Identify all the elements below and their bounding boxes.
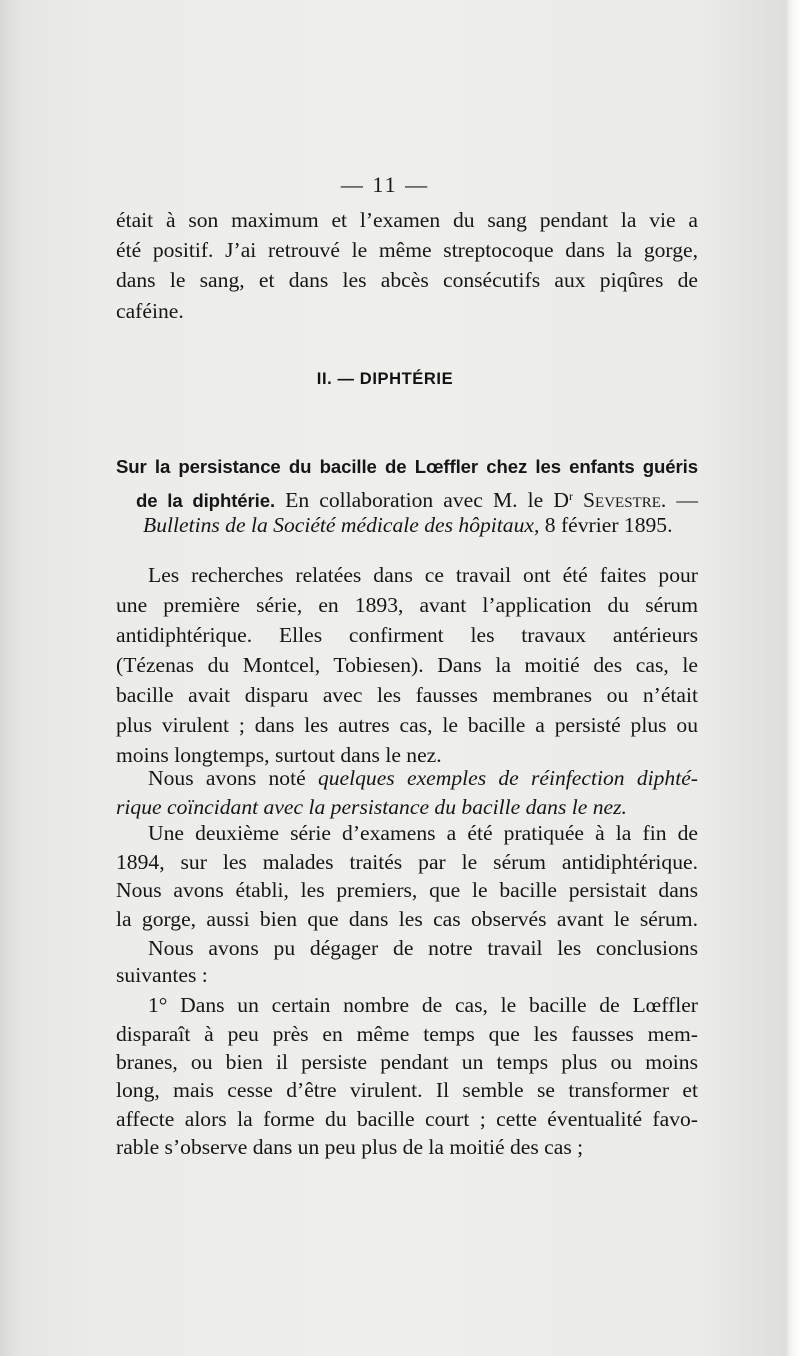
intro-line-3: dans le sang, et dans les abcès consécutifs aux piqûres de [116,268,698,292]
reference-date: 8 février 1895. [539,513,673,537]
page-number: — 11 — [340,172,430,197]
paragraph-3-line-4: la gorge, aussi bien que dans les cas observés avant le sérum. [116,907,698,931]
reference-title-line-1: Sur la persistance du bacille de Lœffler chez les enfants guéris [116,456,698,477]
paragraph-4-line-2: suivantes : [116,963,208,987]
paragraph-1-line-5: bacille avait disparu avec les fausses membranes ou n’était [116,683,698,707]
paragraph-5-line-5: affecte alors la forme du bacille court ; cette éventualité favo- [116,1107,698,1131]
intro-line-1: était à son maximum et l’examen du sang pendant la vie a [116,208,698,232]
paragraph-2-lead: Nous avons noté [148,766,318,790]
paragraph-3-line-2: 1894, sur les malades traités par le sérum antidiphtérique. [116,850,698,874]
paragraph-1-line-6: plus virulent ; dans les autres cas, le bacille a persisté plus ou [116,713,698,737]
paragraph-2-line-2: rique coïncidant avec la persistance du bacille dans le nez. [116,795,627,819]
reference-journal: Bulletins de la Société médicale des hôpitaux, [143,513,540,537]
section-heading: II. — DIPHTÉRIE [316,370,454,388]
paragraph-1-line-2: une première série, en 1893, avant l’application du sérum [116,593,698,617]
paragraph-3-line-3: Nous avons établi, les premiers, que le bacille persistait dans [116,878,698,902]
paragraph-5-line-1: 1° Dans un certain nombre de cas, le bacille de Lœffler [148,993,698,1017]
reference-dash: — [666,488,698,512]
paragraph-5-line-2: disparaît à peu près en même temps que les fausses mem- [116,1022,698,1046]
paragraph-2-line-1 [148,763,698,793]
reference-collaboration: En collaboration avec M. le D [275,488,569,512]
paragraph-1-line-3: antidiphtérique. Elles confirment les travaux antérieurs [116,623,698,647]
paragraph-5-line-6: rable s’observe dans un peu plus de la moitié des cas ; [116,1135,584,1159]
paragraph-5-line-3: branes, ou bien il persiste pendant un temps plus ou moins [116,1050,698,1074]
paragraph-5-line-4: long, mais cesse d’être virulent. Il semble se transformer et [116,1078,698,1102]
paragraph-1-line-4: (Tézenas du Montcel, Tobiesen). Dans la moitié des cas, le [116,653,698,677]
reference-author: Sevestre. [572,488,667,512]
reference-title-end: de la diphtérie. [136,490,276,511]
intro-line-2: été positif. J’ai retrouvé le même streptocoque dans la gorge, [116,238,698,262]
paragraph-3-line-1: Une deuxième série d’examens a été pratiquée à la fin de [148,821,698,845]
paragraph-4-line-1: Nous avons pu dégager de notre travail les conclusions [148,936,698,960]
paragraph-1-line-7: moins longtemps, surtout dans le nez. [116,743,442,767]
reference-line-3 [143,510,698,540]
doctor-superscript: r [568,489,573,503]
paragraph-2-italic-1: quelques exemples de réinfection diphté- [317,766,699,790]
paragraph-1-line-1: Les recherches relatées dans ce travail ont été faites pour [148,563,698,587]
intro-line-4: caféine. [116,299,184,323]
